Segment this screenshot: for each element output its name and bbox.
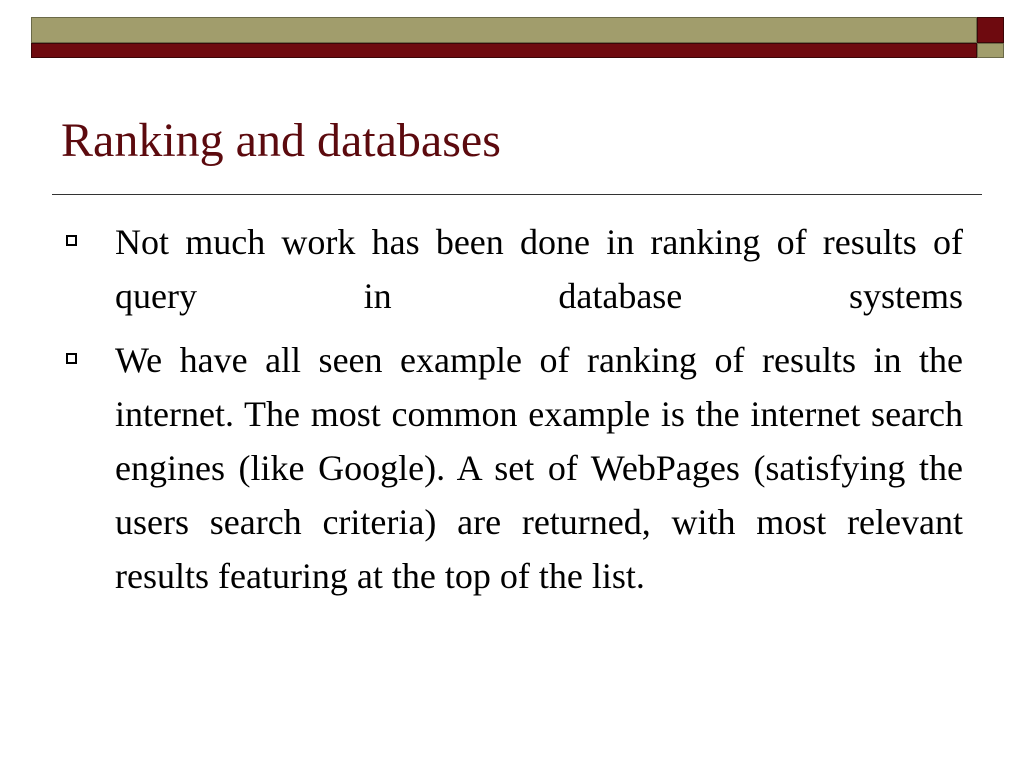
bullet-item: [66, 215, 963, 323]
header-corner-olive-block: [977, 43, 1004, 58]
slide-title: Ranking and databases: [61, 114, 501, 167]
header-banner-olive-bar: [31, 17, 977, 43]
bullet-item: [66, 333, 963, 603]
bullet-text: We have all seen example of ranking of results in the internet. The most common example is the internet search engines (like Google). A set of WebPages (satisfying the users search criteria) are returned, with most relevant results featuring at the top of the list.: [115, 340, 963, 596]
bullet-text: Not much work has been done in ranking of results of query in database systems: [115, 222, 963, 316]
bullet-list: [66, 215, 963, 613]
hollow-square-bullet-icon: [66, 235, 77, 246]
hollow-square-bullet-icon: [66, 353, 77, 364]
title-divider: [52, 194, 982, 195]
header-banner-maroon-bar: [31, 43, 977, 58]
header-corner-maroon-block: [977, 17, 1004, 43]
